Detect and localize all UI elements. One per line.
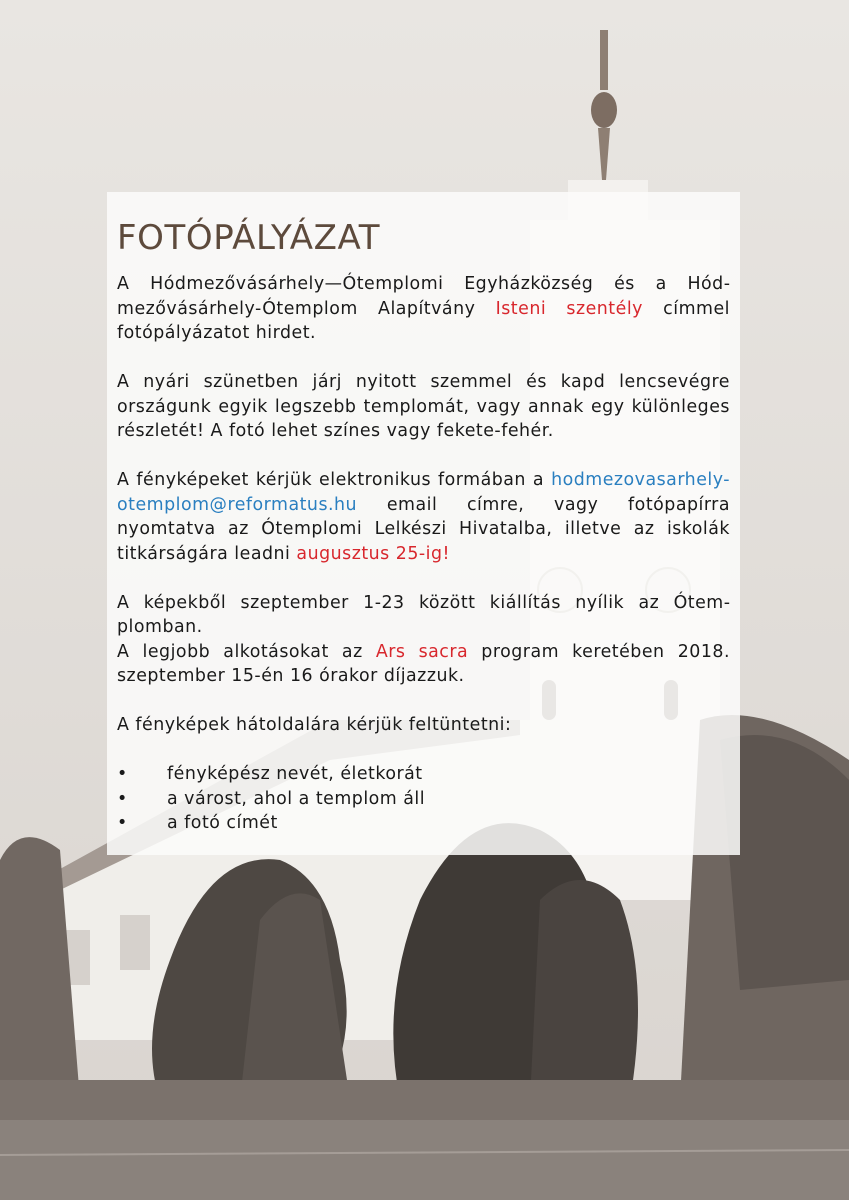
email-link[interactable]: hodmezovasarhely-otemplom@reformatus.hu	[117, 470, 730, 515]
competition-name: Isteni szentély	[495, 298, 643, 319]
program-name: Ars sacra	[375, 641, 469, 662]
deadline: augusztus 25-ig!	[296, 543, 451, 564]
list-item: • a várost, ahol a templom áll	[117, 787, 730, 812]
list-item: • a fotó címét	[117, 811, 730, 836]
list-item: • fényképész nevét, életkorát	[117, 762, 730, 787]
bullet-icon: •	[117, 788, 128, 809]
bullet-icon: •	[117, 764, 128, 784]
intro-paragraph: A Hódmezővásárhely—Ótemplomi Egyházközség és a Hódmezővásárhely-Ótemplom Alapítvány Isteni szentély címmel fotópályázatot hirdet.	[117, 274, 730, 343]
award-paragraph: A legjobb alkotásokat az Ars sacra program keretében 2018. szeptember 15-én 16 órakor díjazzuk.	[117, 641, 730, 686]
announcement-content	[117, 218, 730, 836]
page-title: FOTÓPÁLYÁZAT	[117, 218, 381, 258]
submission-paragraph: A fényképeket kérjük elektronikus formában a hodmezovasarhely-otemplom@reformatus.hu email címre, vagy fotópapírra nyomtatva az Ótemplomi Lelkészi Hivatalba, illetve az iskolák titkárságára leadni augusztus 25-ig!	[117, 470, 730, 564]
summer-paragraph: A nyári szünetben járj nyitott szemmel és kapd lencsevégre országunk egyik legszebb templomát, vagy annak egy különleges részletét! A fotó lehet színes vagy fekete-fehér.	[117, 372, 730, 441]
requirements-list	[117, 762, 730, 836]
back-note: A fényképek hátoldalára kérjük feltüntetni:	[117, 715, 512, 735]
exhibition-paragraph: A képekből szeptember 1-23 között kiállítás nyílik az Ótemplomban.	[117, 592, 730, 637]
bullet-icon: •	[117, 813, 128, 833]
